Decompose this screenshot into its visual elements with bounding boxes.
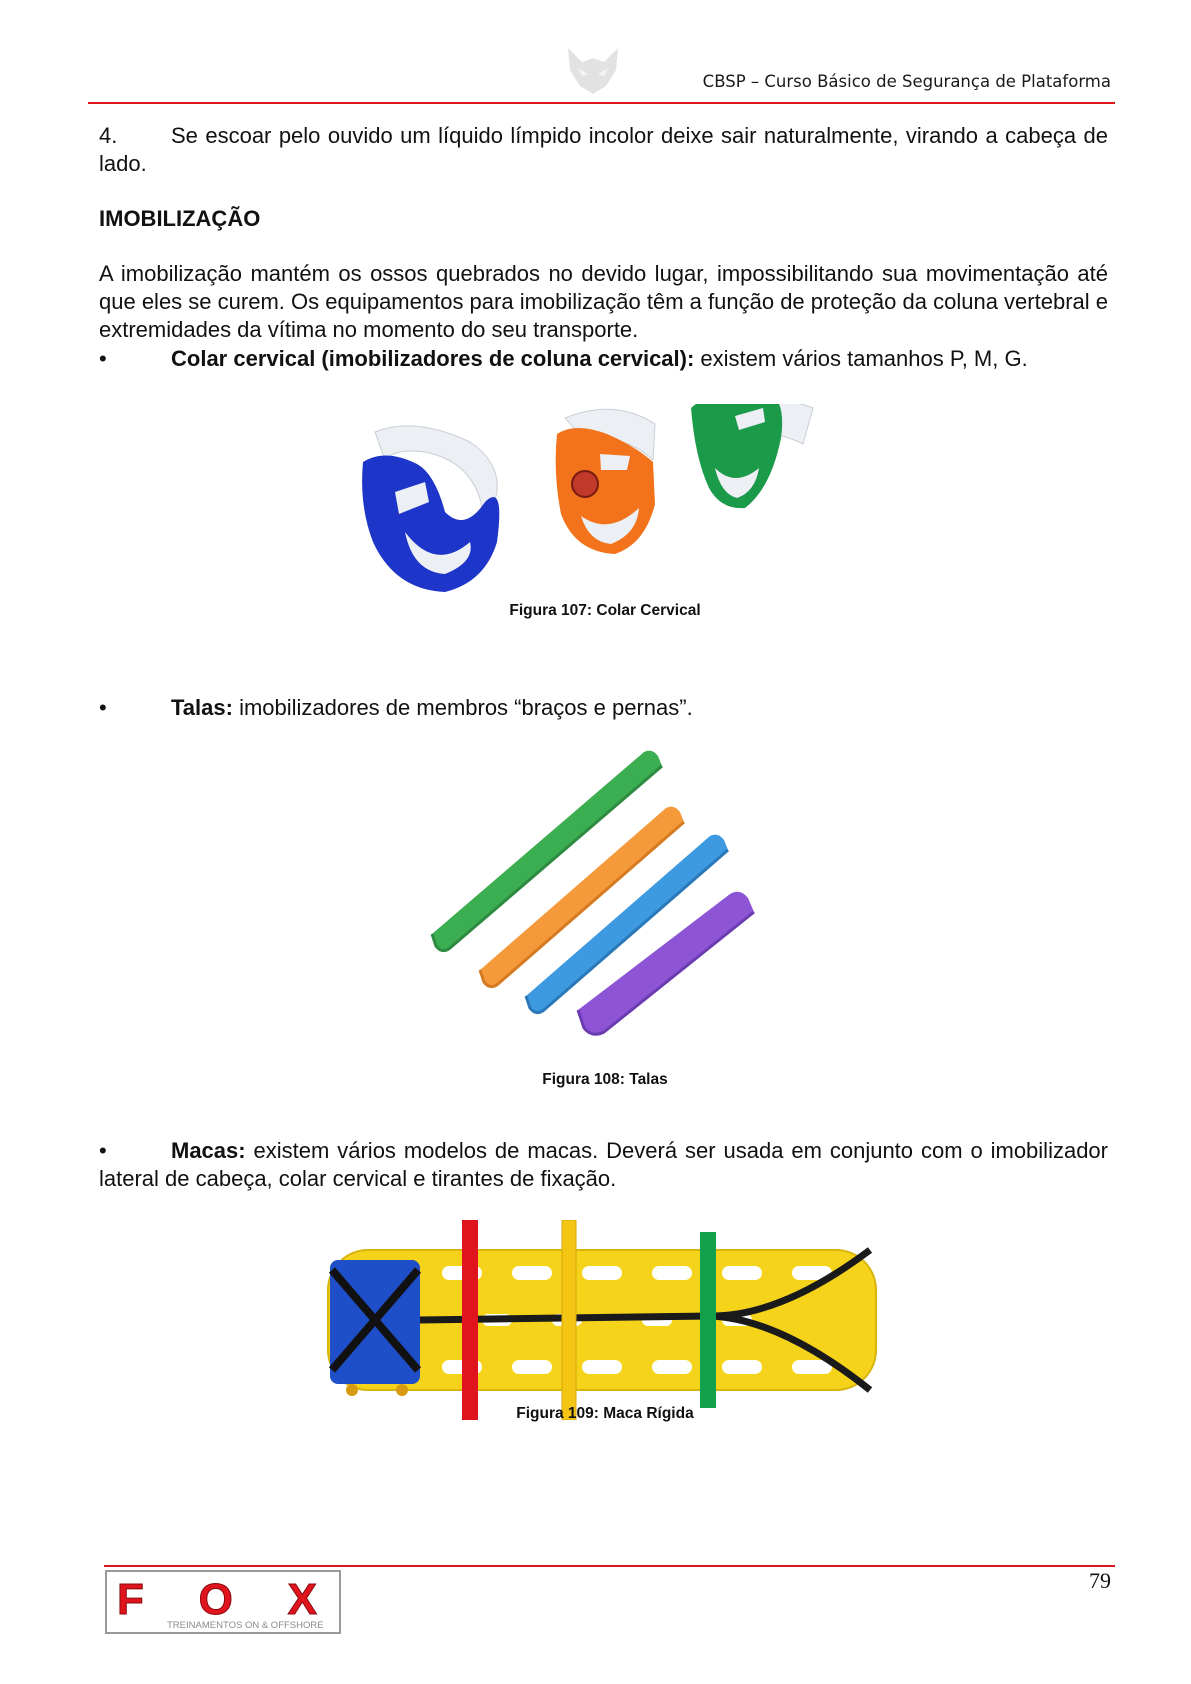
fox-logo xyxy=(105,1570,341,1634)
red-strap xyxy=(462,1220,478,1420)
splint-purple xyxy=(578,892,754,1035)
yellow-strap xyxy=(562,1220,576,1420)
header-divider xyxy=(88,102,1115,104)
bullet-text: imobilizadores de membros “braços e pernas”. xyxy=(232,695,693,720)
fox-logo-graphic xyxy=(105,1570,341,1634)
figure-109-caption: Figura 109: Maca Rígida xyxy=(516,1405,694,1422)
bullet-icon: • xyxy=(99,1138,107,1163)
stretcher-image xyxy=(322,1220,882,1420)
bullet-text: existem vários tamanhos P, M, G. xyxy=(694,346,1028,371)
splints-image xyxy=(430,748,780,1038)
bullet-splints xyxy=(99,694,1108,722)
cervical-collars-image xyxy=(355,404,855,604)
collar-blue xyxy=(362,426,499,592)
bullet-label: Colar cervical (imobilizadores de coluna cervical): xyxy=(171,346,695,371)
item-4-text: Se escoar pelo ouvido um líquido límpido incolor deixe sair naturalmente, virando a cabeça de lado. xyxy=(99,123,1108,176)
page-number: 79 xyxy=(1089,1568,1111,1593)
head-immobilizer xyxy=(330,1260,420,1396)
bullet-label: Macas: xyxy=(171,1138,246,1163)
fox-head-icon xyxy=(560,46,626,96)
bullet-label: Talas: xyxy=(171,695,233,720)
bullet-icon: • xyxy=(99,346,107,371)
logo-wordmark: FOX xyxy=(117,1575,317,1624)
bullet-text: existem vários modelos de macas. Deverá ser usada em conjunto com o imobilizador lateral de cabeça, colar cervical e tirantes de fixação. xyxy=(99,1138,1108,1191)
bullet-collar xyxy=(99,345,1108,373)
figure-108-caption: Figura 108: Talas xyxy=(542,1071,668,1088)
bullet-icon: • xyxy=(99,695,107,720)
figure-107-caption: Figura 107: Colar Cervical xyxy=(509,602,701,619)
item-number: 4. xyxy=(99,123,118,148)
section-heading: IMOBILIZAÇÃO xyxy=(99,206,261,231)
intro-paragraph: A imobilização mantém os ossos quebrados no devido lugar, impossibilitando sua movimentação até que eles se curem. Os equipamentos para imobilização têm a função de proteção da coluna vertebral e extremidades da vítima no momento do seu transporte. xyxy=(99,261,1108,342)
logo-subtitle: TREINAMENTOS ON & OFFSHORE xyxy=(167,1620,324,1631)
bullet-stretcher xyxy=(99,1137,1108,1193)
item-4-paragraph xyxy=(99,122,1108,178)
collar-orange xyxy=(556,409,655,554)
course-title: CBSP – Curso Básico de Segurança de Plataforma xyxy=(702,72,1111,91)
collar-green xyxy=(691,404,813,508)
green-strap xyxy=(700,1232,716,1408)
footer-divider xyxy=(104,1565,1115,1567)
